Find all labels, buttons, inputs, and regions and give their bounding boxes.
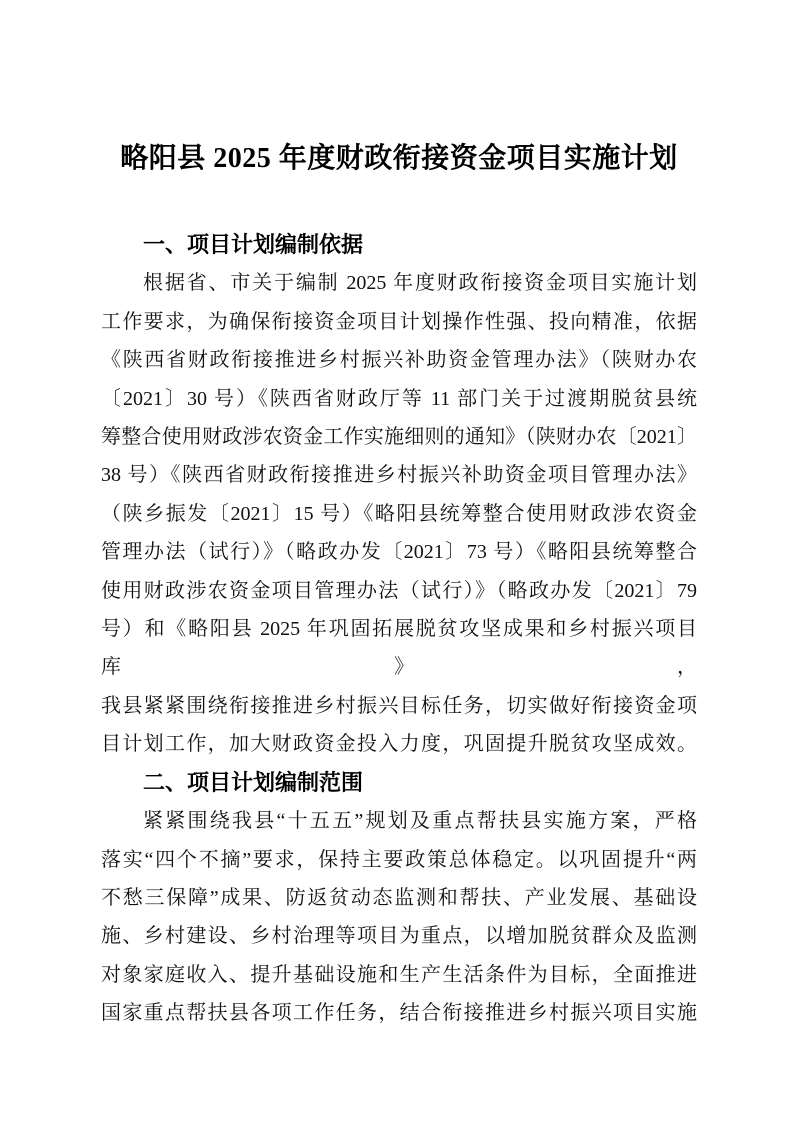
paragraph-line: 筹整合使用财政涉农资金工作实施细则的通知》（陕财办农〔2021〕 — [101, 426, 697, 449]
paragraph-line: 施、乡村建设、乡村治理等项目为重点，以增加脱贫群众及监测 — [101, 925, 697, 948]
section-1-heading: 一、项目计划编制依据 — [143, 232, 364, 257]
paragraph-line: 我县紧紧围绕衔接推进乡村振兴目标任务，切实做好衔接资金项 — [101, 694, 697, 717]
paragraph-line: 管理办法（试行）》（略政办发〔2021〕73 号）《略阳县统筹整合 — [101, 541, 697, 564]
paragraph-line: 根据省、市关于编制 2025 年度财政衔接资金项目实施计划 — [143, 272, 697, 295]
paragraph-line: 国家重点帮扶县各项工作任务，结合衔接推进乡村振兴项目实施 — [101, 1002, 697, 1025]
paragraph-line: 工作要求，为确保衔接资金项目计划操作性强、投向精准，依据 — [101, 310, 697, 333]
paragraph-line: 对象家庭收入、提升基础设施和生产生活条件为目标，全面推进 — [101, 963, 697, 986]
paragraph-line: 号）和《略阳县 2025 年巩固拓展脱贫攻坚成果和乡村振兴项目库》， — [101, 618, 697, 679]
paragraph-line: 目计划工作，加大财政资金投入力度，巩固提升脱贫攻坚成效。 — [101, 733, 697, 756]
section-2-heading: 二、项目计划编制范围 — [143, 769, 364, 795]
paragraph-line: 《陕西省财政衔接推进乡村振兴补助资金管理办法》（陕财办农 — [101, 349, 697, 372]
paragraph-line: 紧紧围绕我县“十五五”规划及重点帮扶县实施方案，严格 — [143, 810, 697, 833]
document-content — [101, 0, 697, 1033]
document-title: 略阳县 2025 年度财政衔接资金项目实施计划 — [120, 143, 678, 174]
paragraph-line: 不愁三保障”成果、防返贫动态监测和帮扶、产业发展、基础设 — [101, 886, 697, 909]
paragraph-line: 〔2021〕30 号）《陕西省财政厅等 11 部门关于过渡期脱贫县统 — [101, 387, 697, 410]
paragraph-line: 38 号）《陕西省财政衔接推进乡村振兴补助资金项目管理办法》 — [101, 464, 697, 487]
paragraph-line: （陕乡振发〔2021〕15 号）《略阳县统筹整合使用财政涉农资金 — [101, 502, 697, 525]
paragraph-line: 落实“四个不摘”要求，保持主要政策总体稳定。以巩固提升“两 — [101, 848, 697, 871]
paragraph-line: 使用财政涉农资金项目管理办法（试行）》（略政办发〔2021〕79 — [101, 579, 697, 602]
